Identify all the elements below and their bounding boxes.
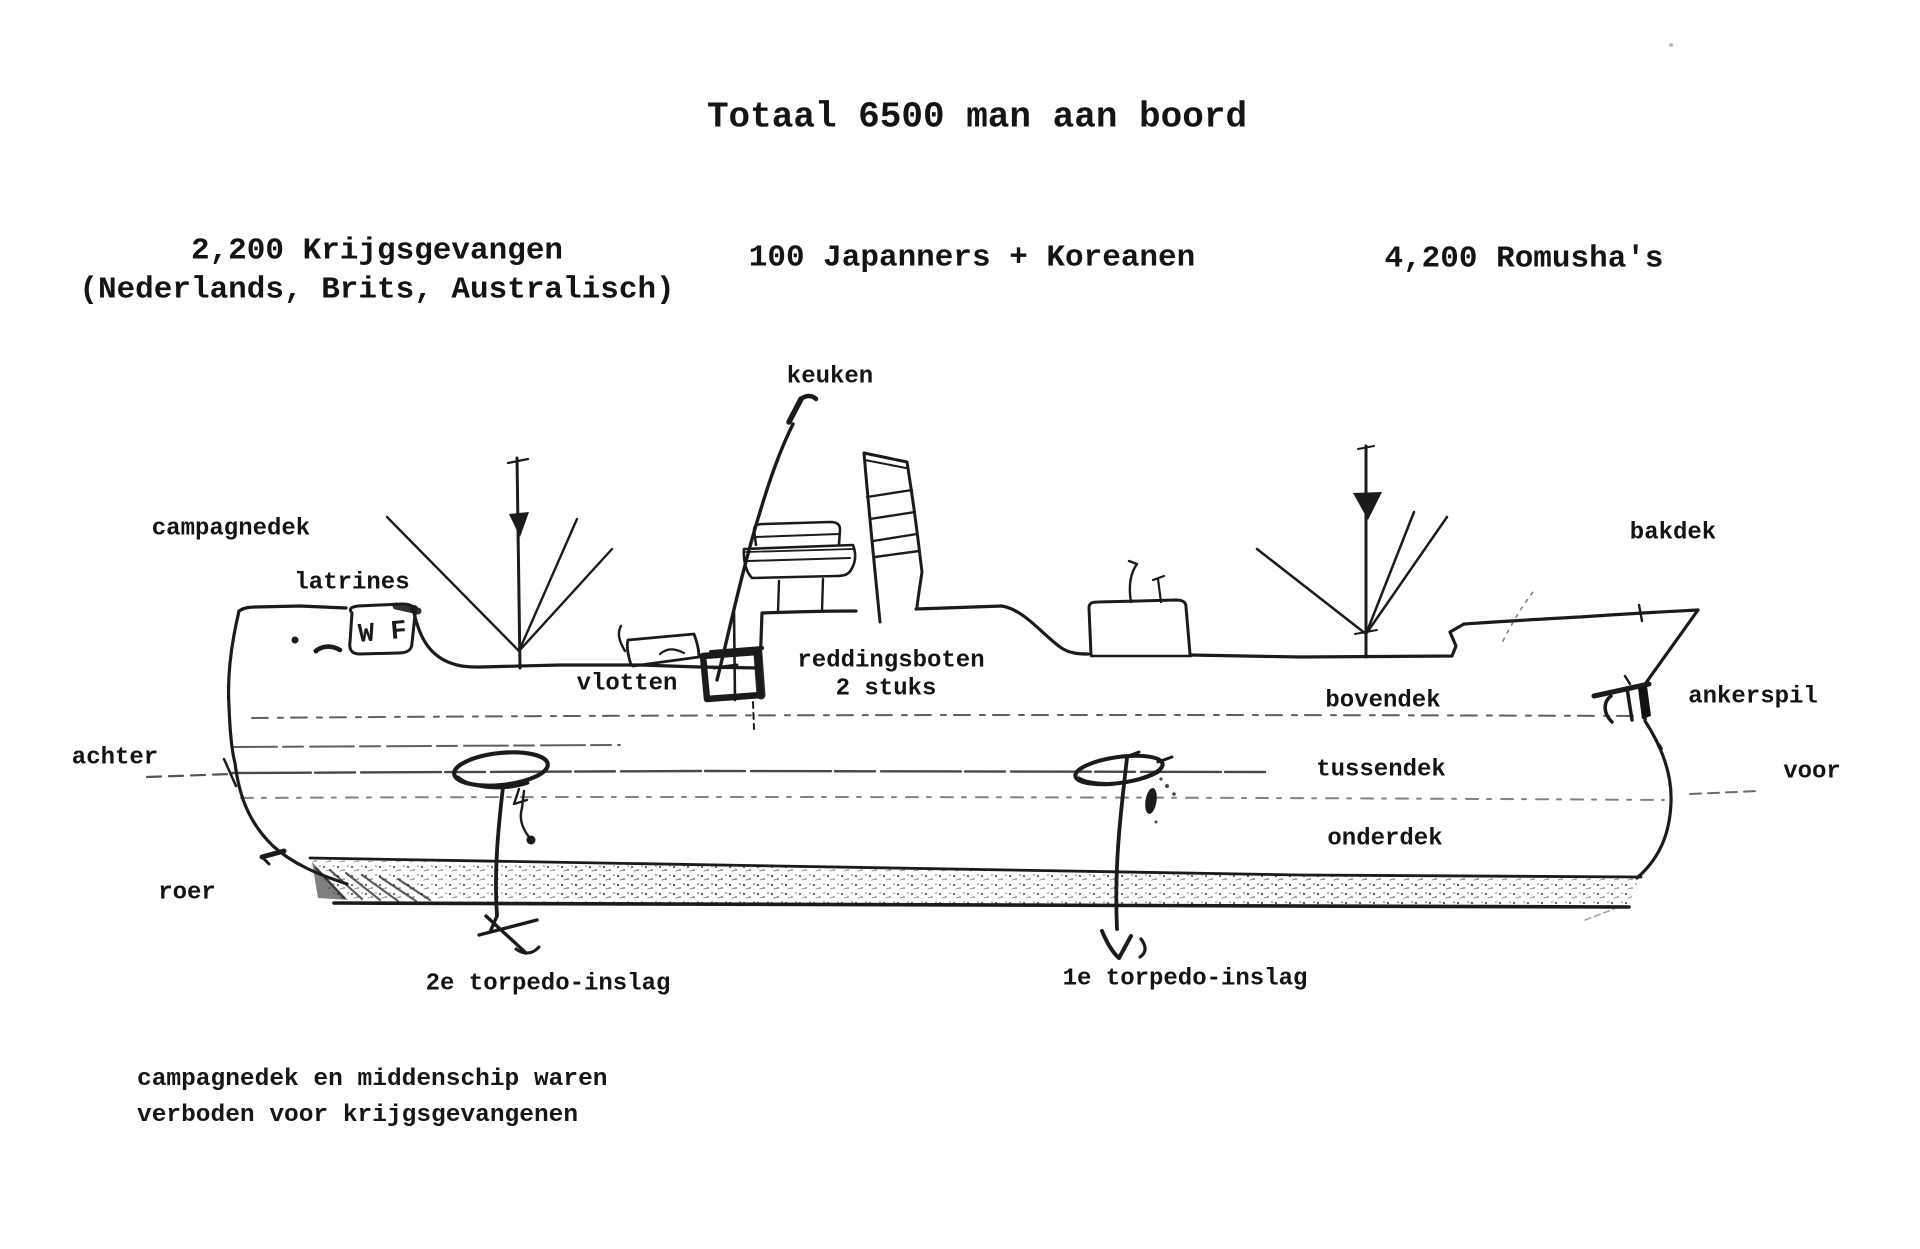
label-onderdek: onderdek — [1327, 825, 1443, 853]
label-achter: achter — [71, 744, 159, 772]
footnote — [137, 1062, 607, 1134]
funnel-stripes — [867, 490, 919, 557]
torpedo-1-marker — [1074, 751, 1176, 958]
bridge-deck — [744, 522, 855, 612]
label-reddingsboten: reddingsboten — [797, 647, 985, 675]
onderdek-line — [241, 797, 1664, 800]
label-roer: roer — [158, 879, 216, 907]
waterline-bow — [1690, 791, 1759, 794]
aft-mast-arrowhead — [509, 512, 529, 537]
label-campagnedek: campagnedek — [151, 515, 311, 543]
group-pow-nationalities: (Nederlands, Brits, Australisch) — [79, 272, 675, 308]
bow-dash — [1650, 729, 1662, 749]
label-latrines: latrines — [294, 569, 410, 597]
latrine-marking-text: W F — [357, 616, 409, 651]
footnote-line-2: verboden voor krijgsgevangenen — [137, 1102, 579, 1129]
lifeboat-marker — [703, 612, 762, 729]
label-bakdek: bakdek — [1629, 519, 1717, 547]
group-romushas: 4,200 Romusha's — [1384, 241, 1664, 277]
vent-pipe-2 — [1153, 576, 1164, 602]
label-torpedo-1: 1e torpedo-inslag — [1062, 965, 1308, 993]
label-tussendek: tussendek — [1316, 756, 1446, 784]
keel-band — [310, 858, 1641, 920]
label-bovendek: bovendek — [1325, 687, 1441, 715]
fore-mast-rigging — [1257, 512, 1447, 634]
poop-deck-marks — [292, 637, 341, 654]
forecastle-faint-line — [1503, 588, 1536, 641]
label-keuken: keuken — [786, 363, 874, 391]
kitchen-arrow — [717, 396, 816, 680]
label-ankerspil: ankerspil — [1688, 683, 1818, 711]
footnote-line-1: campagnedek en middenschip waren — [137, 1066, 608, 1093]
label-voor: voor — [1783, 758, 1841, 786]
torpedo-2-marker — [453, 748, 550, 953]
vent-pipe-1 — [1129, 561, 1137, 602]
latrine-box — [350, 604, 418, 654]
waterline-stern — [147, 774, 231, 777]
page-title: Totaal 6500 man aan boord — [706, 96, 1248, 138]
hull-outline — [224, 588, 1698, 884]
forecastle-tick — [1639, 605, 1642, 621]
middeck-line-a — [233, 745, 620, 747]
label-vlotten: vlotten — [576, 670, 678, 698]
rudder-mark — [262, 851, 284, 864]
fore-mast — [1257, 446, 1447, 657]
tussendek-line — [231, 771, 1268, 773]
deckhouse — [1089, 561, 1191, 656]
label-torpedo-2: 2e torpedo-inslag — [425, 970, 671, 998]
scan-artifact — [1669, 43, 1673, 47]
fore-mast-arrowhead — [1353, 492, 1382, 520]
group-japanese-koreans: 100 Japanners + Koreanen — [748, 240, 1196, 276]
funnel — [864, 453, 922, 622]
group-pow-count: 2,200 Krijgsgevangen — [190, 233, 564, 269]
deck-lines — [147, 715, 1759, 800]
bovendek-line — [252, 715, 1640, 718]
label-reddingsboten-count: 2 stuks — [835, 675, 937, 703]
bridge-legs — [778, 579, 823, 612]
raft-sketch — [619, 626, 699, 666]
